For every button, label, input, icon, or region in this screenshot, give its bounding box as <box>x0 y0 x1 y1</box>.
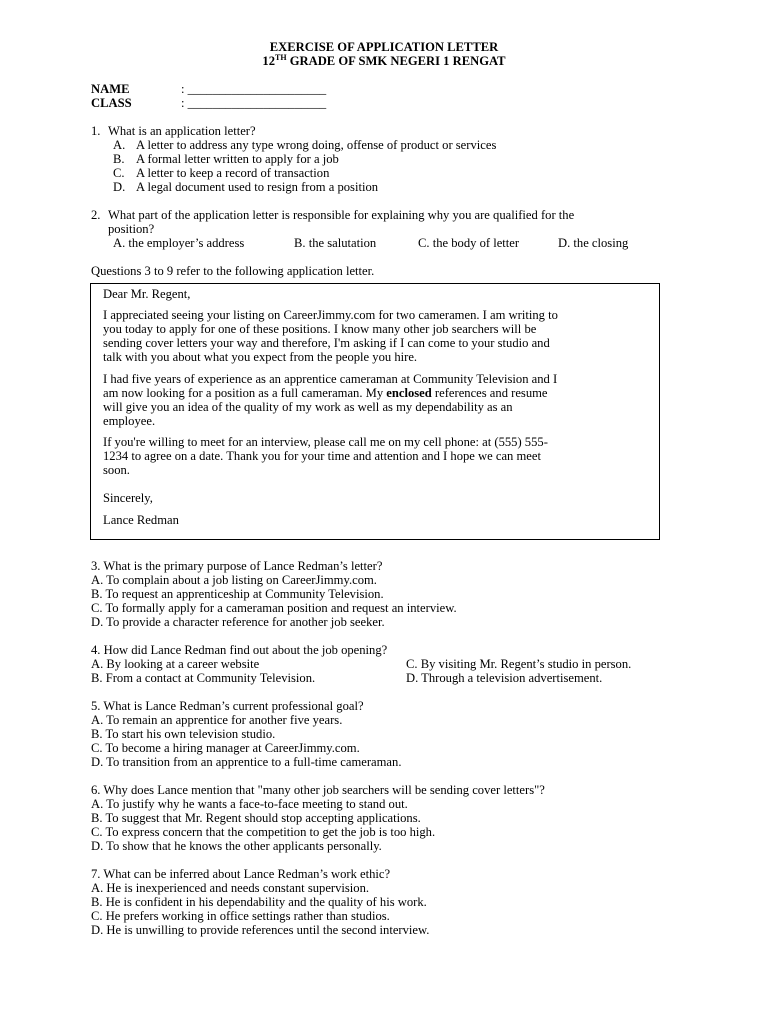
letter-para2-line1: I had five years of experience as an apprentice cameraman at Community Television and I <box>103 372 558 386</box>
name-label: NAME <box>91 82 130 96</box>
q4-option-c: C. By visiting Mr. Regent’s studio in person. <box>406 657 632 671</box>
q7-question: 7. What can be inferred about Lance Redman’s work ethic? <box>91 867 391 881</box>
q2-option-d: D. the closing <box>558 236 629 250</box>
q2-option-b: B. the salutation <box>294 236 377 250</box>
q1-option-c-letter: C. <box>113 166 125 180</box>
q4-question: 4. How did Lance Redman find out about the job opening? <box>91 643 388 657</box>
letter-para2-line2: am now looking for a position as a full cameraman. My enclosed references and resume <box>103 386 548 400</box>
letter-para1-line1: I appreciated seeing your listing on CareerJimmy.com for two cameramen. I am writing to <box>103 308 558 322</box>
letter-para3-line1: If you're willing to meet for an interview, please call me on my cell phone: at (555) 555- <box>103 435 548 449</box>
letter-para1-line4: talk with you about what you expect from the people you hire. <box>103 350 418 364</box>
worksheet-title: EXERCISE OF APPLICATION LETTER <box>269 40 499 54</box>
q1-option-b: A formal letter written to apply for a job <box>136 152 339 166</box>
class-label: CLASS <box>91 96 132 110</box>
q1-number: 1. <box>91 124 101 138</box>
q1-option-a-letter: A. <box>113 138 126 152</box>
q6-option-b: B. To suggest that Mr. Regent should stop accepting applications. <box>91 811 421 825</box>
q5-option-b: B. To start his own television studio. <box>91 727 276 741</box>
class-field[interactable]: : ______________________ <box>181 96 327 110</box>
q4-option-d: D. Through a television advertisement. <box>406 671 603 685</box>
q2-question-line2: position? <box>108 222 155 236</box>
q2-option-c: C. the body of letter <box>418 236 520 250</box>
letter-para2-line4: employee. <box>103 414 156 428</box>
questions-intro: Questions 3 to 9 refer to the following application letter. <box>91 264 375 278</box>
q3-question: 3. What is the primary purpose of Lance Redman’s letter? <box>91 559 383 573</box>
q6-question: 6. Why does Lance mention that "many other job searchers will be sending cover letters"? <box>91 783 545 797</box>
q7-option-b: B. He is confident in his dependability and the quality of his work. <box>91 895 427 909</box>
letter-para1-line2: you today to apply for one of these positions. I know many other job searchers will be <box>103 322 537 336</box>
q5-question: 5. What is Lance Redman’s current professional goal? <box>91 699 364 713</box>
q5-option-c: C. To become a hiring manager at CareerJimmy.com. <box>91 741 360 755</box>
q7-option-a: A. He is inexperienced and needs constant supervision. <box>91 881 370 895</box>
q1-option-a: A letter to address any type wrong doing, offense of product or services <box>136 138 497 152</box>
q1-option-b-letter: B. <box>113 152 125 166</box>
q3-option-d: D. To provide a character reference for another job seeker. <box>91 615 385 629</box>
q5-option-d: D. To transition from an apprentice to a full-time cameraman. <box>91 755 402 769</box>
q4-option-a: A. By looking at a career website <box>91 657 260 671</box>
q3-option-b: B. To request an apprenticeship at Community Television. <box>91 587 384 601</box>
q2-number: 2. <box>91 208 101 222</box>
name-field[interactable]: : ______________________ <box>181 82 327 96</box>
q3-option-a: A. To complain about a job listing on CareerJimmy.com. <box>91 573 377 587</box>
letter-para3-line3: soon. <box>103 463 130 477</box>
q1-option-d-letter: D. <box>113 180 126 194</box>
letter-para2-line3: will give you an idea of the quality of my work as well as my dependability as an <box>103 400 513 414</box>
q6-option-a: A. To justify why he wants a face-to-face meeting to stand out. <box>91 797 408 811</box>
q5-option-a: A. To remain an apprentice for another five years. <box>91 713 343 727</box>
q2-question-line1: What part of the application letter is responsible for explaining why you are qualified for the <box>108 208 575 222</box>
letter-signature: Lance Redman <box>103 513 179 527</box>
q1-question: What is an application letter? <box>108 124 256 138</box>
q1-option-c: A letter to keep a record of transaction <box>136 166 330 180</box>
q3-option-c: C. To formally apply for a cameraman position and request an interview. <box>91 601 457 615</box>
letter-closing: Sincerely, <box>103 491 153 505</box>
q6-option-c: C. To express concern that the competition to get the job is too high. <box>91 825 436 839</box>
q6-option-d: D. To show that he knows the other applicants personally. <box>91 839 382 853</box>
q4-option-b: B. From a contact at Community Television. <box>91 671 316 685</box>
enclosed-emphasis: enclosed <box>386 386 432 400</box>
q7-option-c: C. He prefers working in office settings rather than studios. <box>91 909 390 923</box>
letter-para3-line2: 1234 to agree on a date. Thank you for your time and attention and I hope we can meet <box>103 449 541 463</box>
q1-option-d: A legal document used to resign from a position <box>136 180 379 194</box>
worksheet-subtitle: 12TH GRADE OF SMK NEGERI 1 RENGAT <box>262 53 506 68</box>
q7-option-d: D. He is unwilling to provide references until the second interview. <box>91 923 430 937</box>
letter-salutation: Dear Mr. Regent, <box>103 287 191 301</box>
letter-para1-line3: sending cover letters your way and therefore, I'm asking if I can come to your studio and <box>103 336 550 350</box>
q2-option-a: A. the employer’s address <box>113 236 245 250</box>
